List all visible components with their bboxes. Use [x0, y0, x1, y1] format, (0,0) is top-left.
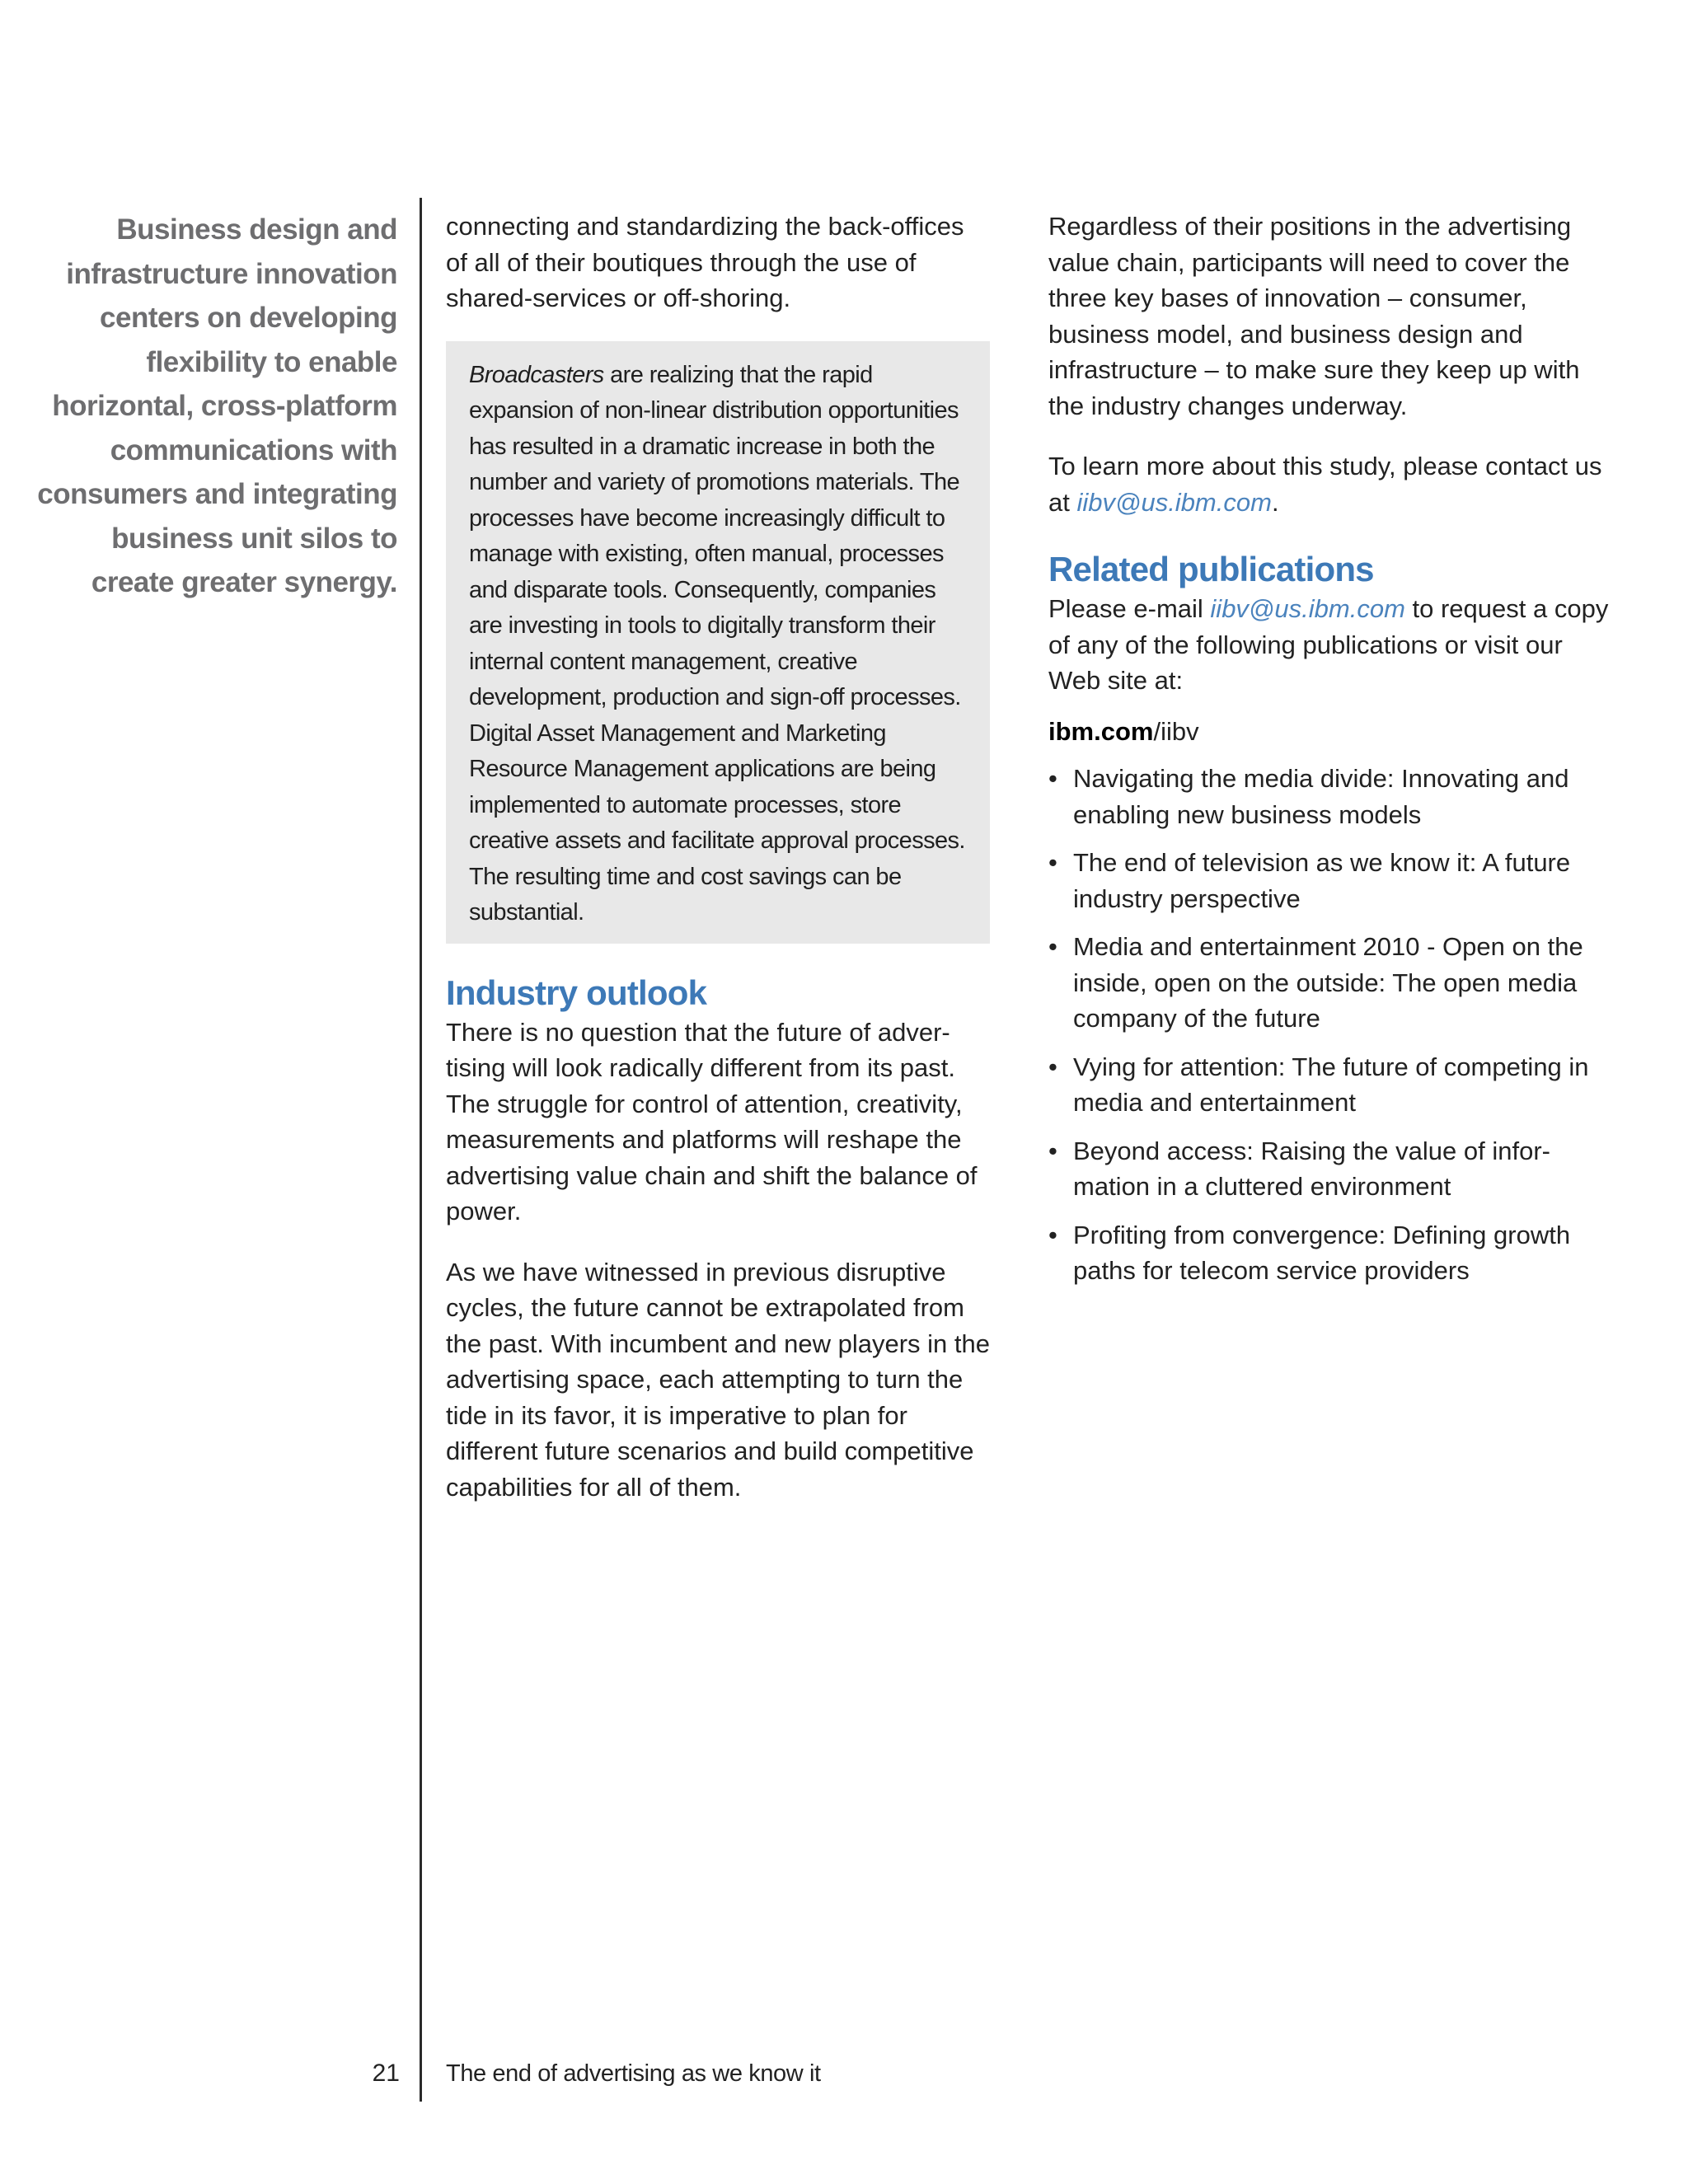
publication-title: Profiting from convergence: Defining growth paths for telecom service providers	[1073, 1220, 1571, 1285]
publication-title: Vying for attention: The future of competing in media and entertainment	[1073, 1052, 1589, 1117]
industry-outlook-heading: Industry outlook	[446, 972, 707, 1012]
related-intro-prefix: Please e-mail	[1048, 594, 1211, 623]
related-publications-intro	[1048, 591, 1609, 699]
middle-column	[446, 209, 990, 1505]
related-intro-suffix: to request a copy of any of the following publications or visit our Web site at:	[1048, 594, 1609, 695]
intro-paragraph: connecting and standardizing the back-offices of all of their boutiques through the use of shared-services or off-shoring.	[446, 212, 964, 312]
list-item	[1048, 1217, 1609, 1289]
bullet-icon: •	[1048, 1052, 1057, 1081]
bullet-icon: •	[1048, 848, 1057, 877]
bullet-icon: •	[1048, 932, 1057, 961]
website-link[interactable]	[1048, 714, 1609, 750]
publication-title: Beyond access: Raising the value of infor-mation in a cluttered environment	[1073, 1136, 1550, 1201]
page-number: 21	[372, 2060, 400, 2087]
broadcasters-sidebar	[446, 341, 990, 944]
publication-title: Navigating the media divide: Innovating and enabling new business models	[1073, 764, 1569, 829]
innovation-bases-paragraph: Regardless of their positions in the advertising value chain, participants will need to cover the three key bases of innovation – consumer, business model, and business design and infrastructure – to make sure they keep up with the industry changes underway.	[1048, 212, 1580, 420]
pull-quote: Business design and infrastructure innovation centers on developing flexibility to enable horizontal, cross-platform communications with consumers and integrating business unit silos to create greater synergy.	[37, 213, 397, 598]
contact-paragraph	[1048, 448, 1609, 520]
right-column	[1048, 209, 1609, 1301]
related-publications-heading: Related publications	[1048, 550, 1374, 588]
publication-title: Media and entertainment 2010 - Open on the inside, open on the outside: The open media company of the future	[1073, 932, 1583, 1033]
publication-title: The end of television as we know it: A future industry perspective	[1073, 848, 1571, 913]
contact-prefix: To learn more about this study, please contact us at	[1048, 452, 1602, 517]
contact-suffix: .	[1271, 487, 1279, 517]
bullet-icon: •	[1048, 1136, 1057, 1165]
list-item	[1048, 761, 1609, 832]
related-email-link[interactable]: iibv@us.ibm.com	[1210, 594, 1405, 623]
sidebar-text: are realizing that the rapid expansion of non-linear distribution opportunities has resulted in a dramatic increase in both the number and variety of promotions materials. The processes have become increasingly difficult to manage with existing, often manual, processes and disparate tools. Consequently, companies are investing in tools to digitally transform their internal content management, creative development, production and sign-off processes. Digital Asset Management and Marketing Resource Management applications are being implemented to automate processes, store creative assets and facilitate approval processes. The resulting time and cost savings can be substantial.	[469, 361, 965, 926]
vertical-divider-rule	[420, 198, 422, 2102]
footer-document-title: The end of advertising as we know it	[446, 2060, 821, 2087]
industry-outlook-paragraph-1: There is no question that the future of adver-tising will look radically different from its past. The struggle for control of attention, creativity, measurements and platforms will reshape the advertising value chain and shift the balance of power.	[446, 1017, 978, 1226]
list-item	[1048, 845, 1609, 916]
list-item	[1048, 1049, 1609, 1121]
industry-outlook-paragraph-2: As we have witnessed in previous disruptive cycles, the future cannot be extrapolated from the past. With incumbent and new players in the advertising space, each attempting to turn the tide in its favor, it is imperative to plan for different future scenarios and build competitive capabilities for all of them.	[446, 1257, 990, 1502]
contact-email-link[interactable]: iibv@us.ibm.com	[1076, 487, 1272, 517]
website-domain: ibm.com	[1048, 716, 1154, 746]
list-item	[1048, 929, 1609, 1037]
website-path: /iibv	[1153, 716, 1199, 746]
sidebar-lead-italic: Broadcasters	[469, 361, 604, 388]
bullet-icon: •	[1048, 764, 1057, 793]
bullet-icon: •	[1048, 1220, 1057, 1249]
publications-list	[1048, 761, 1609, 1289]
list-item	[1048, 1133, 1609, 1205]
